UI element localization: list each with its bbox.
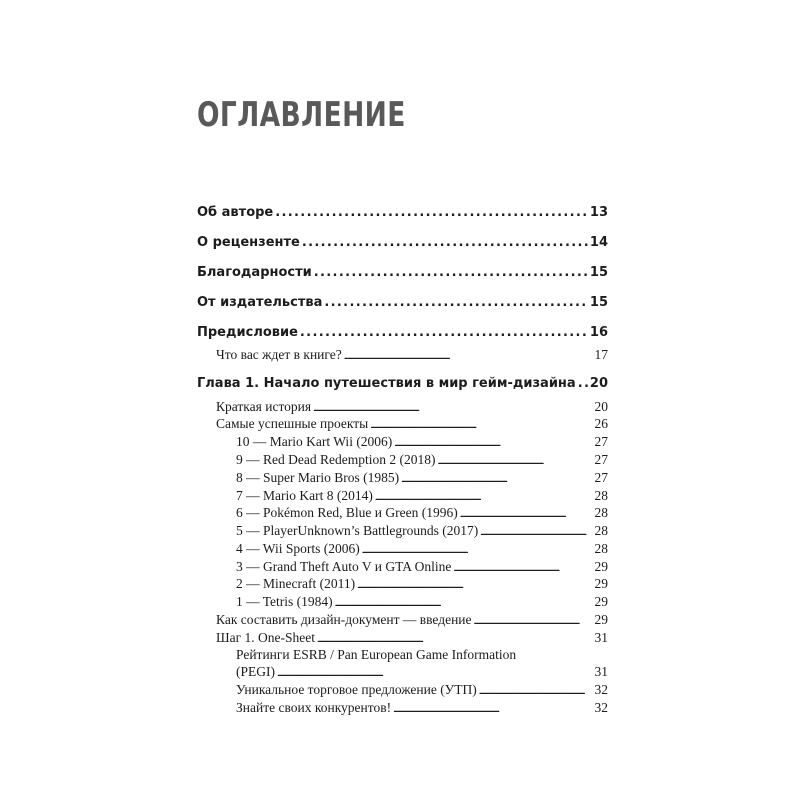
- toc-entry-page: 17: [594, 347, 608, 362]
- toc-entry-brief-history[interactable]: [216, 398, 608, 415]
- toc-entry-label: От издательства: [197, 295, 323, 310]
- dot-leader: [394, 435, 592, 452]
- toc-entry-label: (PEGI): [236, 664, 275, 679]
- toc-entry-label: 7 — Mario Kart 8 (2014): [236, 488, 373, 503]
- toc-entry-page: 28: [594, 488, 608, 503]
- toc-entry-page: 28: [594, 523, 608, 538]
- toc-entry-label: 4 — Wii Sports (2006): [236, 541, 360, 556]
- toc-entry-label: 6 — Pokémon Red, Blue и Green (1996): [236, 505, 458, 520]
- dot-leader: [362, 542, 593, 559]
- toc-entry-label: Краткая история: [216, 399, 312, 414]
- dot-leader: [335, 595, 593, 612]
- toc-entry-label: Шаг 1. One-Sheet: [216, 630, 316, 645]
- page-title: ОГЛАВЛЕНИЕ: [197, 95, 406, 135]
- dot-leader: [370, 417, 592, 434]
- dot-leader: [401, 471, 592, 488]
- toc-entry-page: 27: [594, 452, 608, 467]
- toc-entry-successful-projects[interactable]: [216, 415, 608, 432]
- toc-entry-page: 32: [594, 700, 608, 715]
- toc-entry-chapter-1[interactable]: [197, 375, 608, 393]
- dot-leader: [480, 524, 592, 541]
- toc-entry-acknowledgements[interactable]: [197, 264, 608, 282]
- toc-entry-page: 32: [594, 682, 608, 697]
- dot-leader: [300, 324, 588, 342]
- toc-entry-page: 16: [589, 325, 608, 340]
- toc-entry-label: 1 — Tetris (1984): [236, 594, 333, 609]
- toc-entry-rank-7[interactable]: [236, 487, 608, 504]
- dot-leader: [302, 234, 588, 252]
- toc-entry-page: 27: [594, 470, 608, 485]
- toc-entry-ratings-line1[interactable]: Рейтинги ESRB / Pan European Game Information: [236, 647, 517, 662]
- dot-leader: [460, 506, 593, 523]
- toc-entry-page: 20: [589, 376, 608, 391]
- toc-entry-rank-6[interactable]: [236, 504, 608, 521]
- dot-leader: [357, 577, 592, 594]
- toc-entry-page: 29: [594, 594, 608, 609]
- toc-entry-label: Что вас ждет в книге?: [216, 347, 342, 362]
- toc-entry-page: 31: [594, 664, 608, 679]
- toc-entry-rank-8[interactable]: [236, 469, 608, 486]
- toc-entry-label: 9 — Red Dead Redemption 2 (2018): [236, 452, 436, 467]
- toc-entry-label: Благодарности: [197, 265, 312, 280]
- toc-entry-page: 27: [594, 434, 608, 449]
- toc-entry-label: О рецензенте: [197, 235, 300, 250]
- toc-entry-page: 20: [594, 399, 608, 414]
- toc-entry-rank-2[interactable]: [236, 575, 608, 592]
- toc-entry-page: 29: [594, 576, 608, 591]
- toc-entry-usp[interactable]: [236, 681, 608, 698]
- dot-leader: [479, 683, 593, 700]
- toc-entry-label: 8 — Super Mario Bros (1985): [236, 470, 400, 485]
- toc-entry-rank-4[interactable]: [236, 540, 608, 557]
- toc-entry-rank-9[interactable]: [236, 451, 608, 468]
- toc-entry-label: Знайте своих конкурентов!: [236, 700, 392, 715]
- toc-entry-page: 29: [594, 559, 608, 574]
- toc-entry-reviewer[interactable]: [197, 234, 608, 252]
- toc-entry-page: 29: [594, 612, 608, 627]
- toc-entry-page: 14: [589, 235, 608, 250]
- toc-entry-ratings[interactable]: [236, 663, 608, 680]
- toc-entry-competitors[interactable]: [236, 699, 608, 716]
- dot-leader: [275, 204, 588, 222]
- dot-leader: [314, 264, 588, 282]
- dot-leader: [277, 665, 593, 682]
- toc-entry-label: 10 — Mario Kart Wii (2006): [236, 434, 393, 449]
- toc-entry-label: 5 — PlayerUnknown’s Battlegrounds (2017): [236, 523, 479, 538]
- dot-leader: [324, 294, 588, 312]
- toc-entry-what-in-book[interactable]: [216, 346, 608, 363]
- toc-entry-label: 3 — Grand Theft Auto V и GTA Online: [236, 559, 452, 574]
- toc-entry-label: Уникальное торговое предложение (УТП): [236, 682, 477, 697]
- toc-entry-page: 28: [594, 505, 608, 520]
- toc-entry-rank-1[interactable]: [236, 593, 608, 610]
- toc-entry-preface[interactable]: [197, 324, 608, 342]
- toc-entry-page: 13: [589, 205, 608, 220]
- toc-entry-about-author[interactable]: [197, 204, 608, 222]
- toc-entry-page: 26: [594, 416, 608, 431]
- toc-entry-publisher[interactable]: [197, 294, 608, 312]
- dot-leader: [344, 348, 593, 365]
- toc-entry-label: Как составить дизайн-документ — введение: [216, 612, 472, 627]
- dot-leader: [578, 375, 588, 393]
- toc-entry-label: 2 — Minecraft (2011): [236, 576, 356, 591]
- toc-entry-page: 15: [589, 295, 608, 310]
- toc-entry-label: Глава 1. Начало путешествия в мир гейм-дизайна: [197, 376, 576, 391]
- toc-entry-rank-10[interactable]: [236, 433, 608, 450]
- dot-leader: [393, 701, 592, 718]
- toc-entry-page: 31: [594, 630, 608, 645]
- toc-entry-step-1[interactable]: [216, 629, 608, 646]
- dot-leader: [474, 613, 593, 630]
- toc-entry-label: Самые успешные проекты: [216, 416, 369, 431]
- toc-entry-page: 15: [589, 265, 608, 280]
- toc-entry-page: 28: [594, 541, 608, 556]
- dot-leader: [437, 453, 592, 470]
- toc-entry-rank-3[interactable]: [236, 558, 608, 575]
- toc-entry-label: Об авторе: [197, 205, 274, 220]
- toc-entry-rank-5[interactable]: [236, 522, 608, 539]
- toc-entry-label: Предисловие: [197, 325, 298, 340]
- toc-entry-design-doc-intro[interactable]: [216, 611, 608, 628]
